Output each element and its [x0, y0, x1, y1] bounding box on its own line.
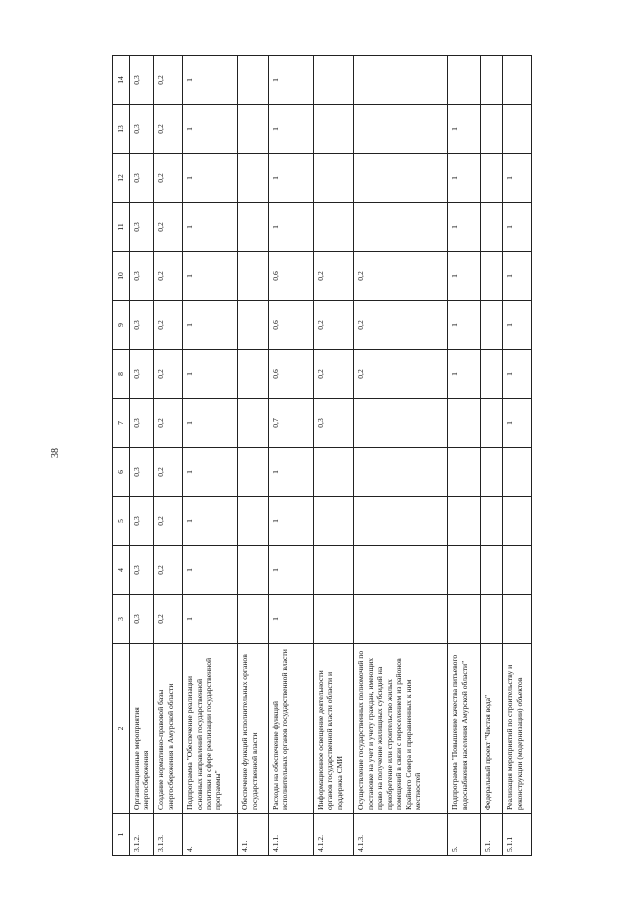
- row-name-cell: Расходы на обеспечение функций исполнительных органов государственной власти: [268, 644, 313, 814]
- value-cell: [238, 546, 269, 595]
- row-name-cell: Подпрограмма "Обеспечение реализации основных направлений государственной политики в сфере реализации государственной программы": [183, 644, 238, 814]
- value-cell: 1: [268, 154, 313, 203]
- row-code-cell: 4.1.2.: [313, 814, 354, 856]
- value-cell: 1: [183, 497, 238, 546]
- value-cell: 1: [503, 252, 532, 301]
- value-cell: [480, 154, 502, 203]
- value-cell: 0,2: [154, 497, 183, 546]
- value-cell: [480, 105, 502, 154]
- value-cell: 0,3: [130, 497, 154, 546]
- value-cell: [480, 350, 502, 399]
- row-name-cell: Осуществление государственных полномочий по постановке на учет и учету граждан, имеющих право на получение жилищных субсидий на приобретение или строительство жилых помещений в связи с переселением из районов Крайнего Севера и приравненных к ним местностей: [354, 644, 448, 814]
- value-cell: [313, 105, 354, 154]
- value-cell: 1: [448, 105, 481, 154]
- value-cell: [503, 497, 532, 546]
- value-cell: 1: [448, 252, 481, 301]
- table-row: [130, 56, 154, 856]
- value-cell: 1: [268, 203, 313, 252]
- table-row: [503, 56, 532, 856]
- value-cell: [503, 448, 532, 497]
- value-cell: 1: [448, 350, 481, 399]
- row-code-cell: 5.1.: [480, 814, 502, 856]
- header-row: [113, 56, 130, 856]
- value-cell: [354, 546, 448, 595]
- table-row: [313, 56, 354, 856]
- value-cell: 1: [183, 154, 238, 203]
- row-code-cell: 4.1.1.: [268, 814, 313, 856]
- value-cell: [354, 399, 448, 448]
- value-cell: [313, 203, 354, 252]
- value-cell: [354, 595, 448, 644]
- value-cell: [480, 56, 502, 105]
- value-cell: 0,2: [154, 56, 183, 105]
- value-cell: 1: [268, 546, 313, 595]
- value-cell: [354, 105, 448, 154]
- value-cell: [238, 154, 269, 203]
- value-cell: 0,2: [154, 546, 183, 595]
- row-name-cell: Организационные мероприятия энергосбережения: [130, 644, 154, 814]
- header-cell: 6: [113, 448, 130, 497]
- value-cell: 0,2: [354, 301, 448, 350]
- page-number: 38: [50, 448, 61, 458]
- header-cell: 5: [113, 497, 130, 546]
- value-cell: 1: [268, 595, 313, 644]
- value-cell: [238, 350, 269, 399]
- value-cell: [238, 56, 269, 105]
- header-cell: 11: [113, 203, 130, 252]
- value-cell: 1: [503, 350, 532, 399]
- value-cell: 0,2: [313, 301, 354, 350]
- value-cell: [480, 595, 502, 644]
- value-cell: 1: [183, 448, 238, 497]
- value-cell: [238, 105, 269, 154]
- value-cell: [238, 203, 269, 252]
- value-cell: [313, 154, 354, 203]
- header-cell: 9: [113, 301, 130, 350]
- header-cell: 14: [113, 56, 130, 105]
- row-name-cell: Федеральный проект "Чистая вода": [480, 644, 502, 814]
- value-cell: [503, 595, 532, 644]
- header-cell: 1: [113, 814, 130, 856]
- value-cell: 0,3: [130, 252, 154, 301]
- value-cell: 1: [183, 203, 238, 252]
- table-row: [448, 56, 481, 856]
- value-cell: [448, 595, 481, 644]
- value-cell: 0,2: [354, 252, 448, 301]
- value-cell: 1: [448, 154, 481, 203]
- value-cell: [313, 497, 354, 546]
- table-row: [154, 56, 183, 856]
- table-row: [354, 56, 448, 856]
- value-cell: [313, 546, 354, 595]
- value-cell: 0,2: [154, 301, 183, 350]
- value-cell: [238, 595, 269, 644]
- value-cell: 0,3: [130, 399, 154, 448]
- value-cell: [480, 448, 502, 497]
- value-cell: 0,2: [154, 154, 183, 203]
- table-body: [130, 56, 532, 856]
- row-code-cell: 4.1.3.: [354, 814, 448, 856]
- value-cell: [238, 497, 269, 546]
- value-cell: 0,6: [268, 350, 313, 399]
- row-code-cell: 5.1.1: [503, 814, 532, 856]
- value-cell: 0,2: [154, 252, 183, 301]
- value-cell: [448, 399, 481, 448]
- value-cell: 1: [183, 301, 238, 350]
- value-cell: [480, 203, 502, 252]
- value-cell: 1: [268, 448, 313, 497]
- value-cell: [480, 301, 502, 350]
- value-cell: [313, 595, 354, 644]
- value-cell: 0,6: [268, 252, 313, 301]
- value-cell: [480, 497, 502, 546]
- value-cell: 0,3: [130, 105, 154, 154]
- value-cell: 1: [183, 595, 238, 644]
- row-code-cell: 5.: [448, 814, 481, 856]
- value-cell: 1: [268, 105, 313, 154]
- header-cell: 3: [113, 595, 130, 644]
- value-cell: [354, 203, 448, 252]
- value-cell: 1: [448, 301, 481, 350]
- value-cell: 0,2: [154, 105, 183, 154]
- value-cell: [354, 497, 448, 546]
- value-cell: 0,6: [268, 301, 313, 350]
- table-row: [183, 56, 238, 856]
- value-cell: [238, 448, 269, 497]
- value-cell: 0,2: [313, 350, 354, 399]
- value-cell: [503, 56, 532, 105]
- value-cell: [448, 497, 481, 546]
- header-cell: 4: [113, 546, 130, 595]
- value-cell: 0,2: [154, 350, 183, 399]
- value-cell: [354, 154, 448, 203]
- value-cell: [448, 448, 481, 497]
- value-cell: 0,2: [154, 399, 183, 448]
- row-name-cell: Реализация мероприятий по строительству и реконструкции (модернизации) объектов: [503, 644, 532, 814]
- value-cell: [238, 301, 269, 350]
- value-cell: 0,2: [313, 252, 354, 301]
- value-cell: 1: [183, 252, 238, 301]
- row-name-cell: Информационное освещение деятельности органов государственной власти области и поддержка СМИ: [313, 644, 354, 814]
- value-cell: [480, 399, 502, 448]
- table-row: [238, 56, 269, 856]
- value-cell: 0,3: [130, 154, 154, 203]
- value-cell: 1: [183, 56, 238, 105]
- value-cell: 0,3: [130, 350, 154, 399]
- table-sheet: [112, 56, 532, 856]
- value-cell: [448, 546, 481, 595]
- value-cell: [480, 546, 502, 595]
- value-cell: 1: [183, 105, 238, 154]
- value-cell: 0,3: [130, 203, 154, 252]
- value-cell: 0,3: [130, 301, 154, 350]
- value-cell: 1: [268, 497, 313, 546]
- value-cell: 0,3: [130, 56, 154, 105]
- row-code-cell: 4.1.: [238, 814, 269, 856]
- header-cell: 13: [113, 105, 130, 154]
- row-name-cell: Создание нормативно-правовой базы энергосбережения в Амурской области: [154, 644, 183, 814]
- table-row: [480, 56, 502, 856]
- value-cell: 0,3: [130, 546, 154, 595]
- value-cell: 0,2: [154, 448, 183, 497]
- value-cell: 1: [503, 399, 532, 448]
- value-cell: 1: [448, 203, 481, 252]
- value-cell: [354, 56, 448, 105]
- row-name-cell: Подпрограмма "Повышение качества питьевого водоснабжения населения Амурской области": [448, 644, 481, 814]
- value-cell: 0,3: [130, 595, 154, 644]
- value-cell: 1: [183, 350, 238, 399]
- row-code-cell: 4.: [183, 814, 238, 856]
- value-cell: [238, 399, 269, 448]
- row-name-cell: Обеспечение функций исполнительных органов государственной власти: [238, 644, 269, 814]
- value-cell: 0,3: [313, 399, 354, 448]
- value-cell: [354, 448, 448, 497]
- header-cell: 8: [113, 350, 130, 399]
- value-cell: [238, 252, 269, 301]
- value-cell: 1: [268, 56, 313, 105]
- value-cell: 1: [503, 301, 532, 350]
- value-cell: [313, 448, 354, 497]
- value-cell: 1: [503, 154, 532, 203]
- value-cell: 0,2: [154, 595, 183, 644]
- value-cell: [503, 105, 532, 154]
- header-cell: 2: [113, 644, 130, 814]
- value-cell: 1: [183, 399, 238, 448]
- value-cell: [480, 252, 502, 301]
- value-cell: 0,2: [354, 350, 448, 399]
- value-cell: [503, 546, 532, 595]
- value-cell: 1: [183, 546, 238, 595]
- value-cell: [448, 56, 481, 105]
- value-cell: 0,2: [154, 203, 183, 252]
- header-cell: 10: [113, 252, 130, 301]
- value-cell: [313, 56, 354, 105]
- table-row: [268, 56, 313, 856]
- row-code-cell: 3.1.2.: [130, 814, 154, 856]
- value-cell: 0,3: [130, 448, 154, 497]
- row-code-cell: 3.1.3.: [154, 814, 183, 856]
- indicator-table: [112, 55, 532, 856]
- value-cell: 1: [503, 203, 532, 252]
- header-cell: 7: [113, 399, 130, 448]
- header-cell: 12: [113, 154, 130, 203]
- value-cell: 0,7: [268, 399, 313, 448]
